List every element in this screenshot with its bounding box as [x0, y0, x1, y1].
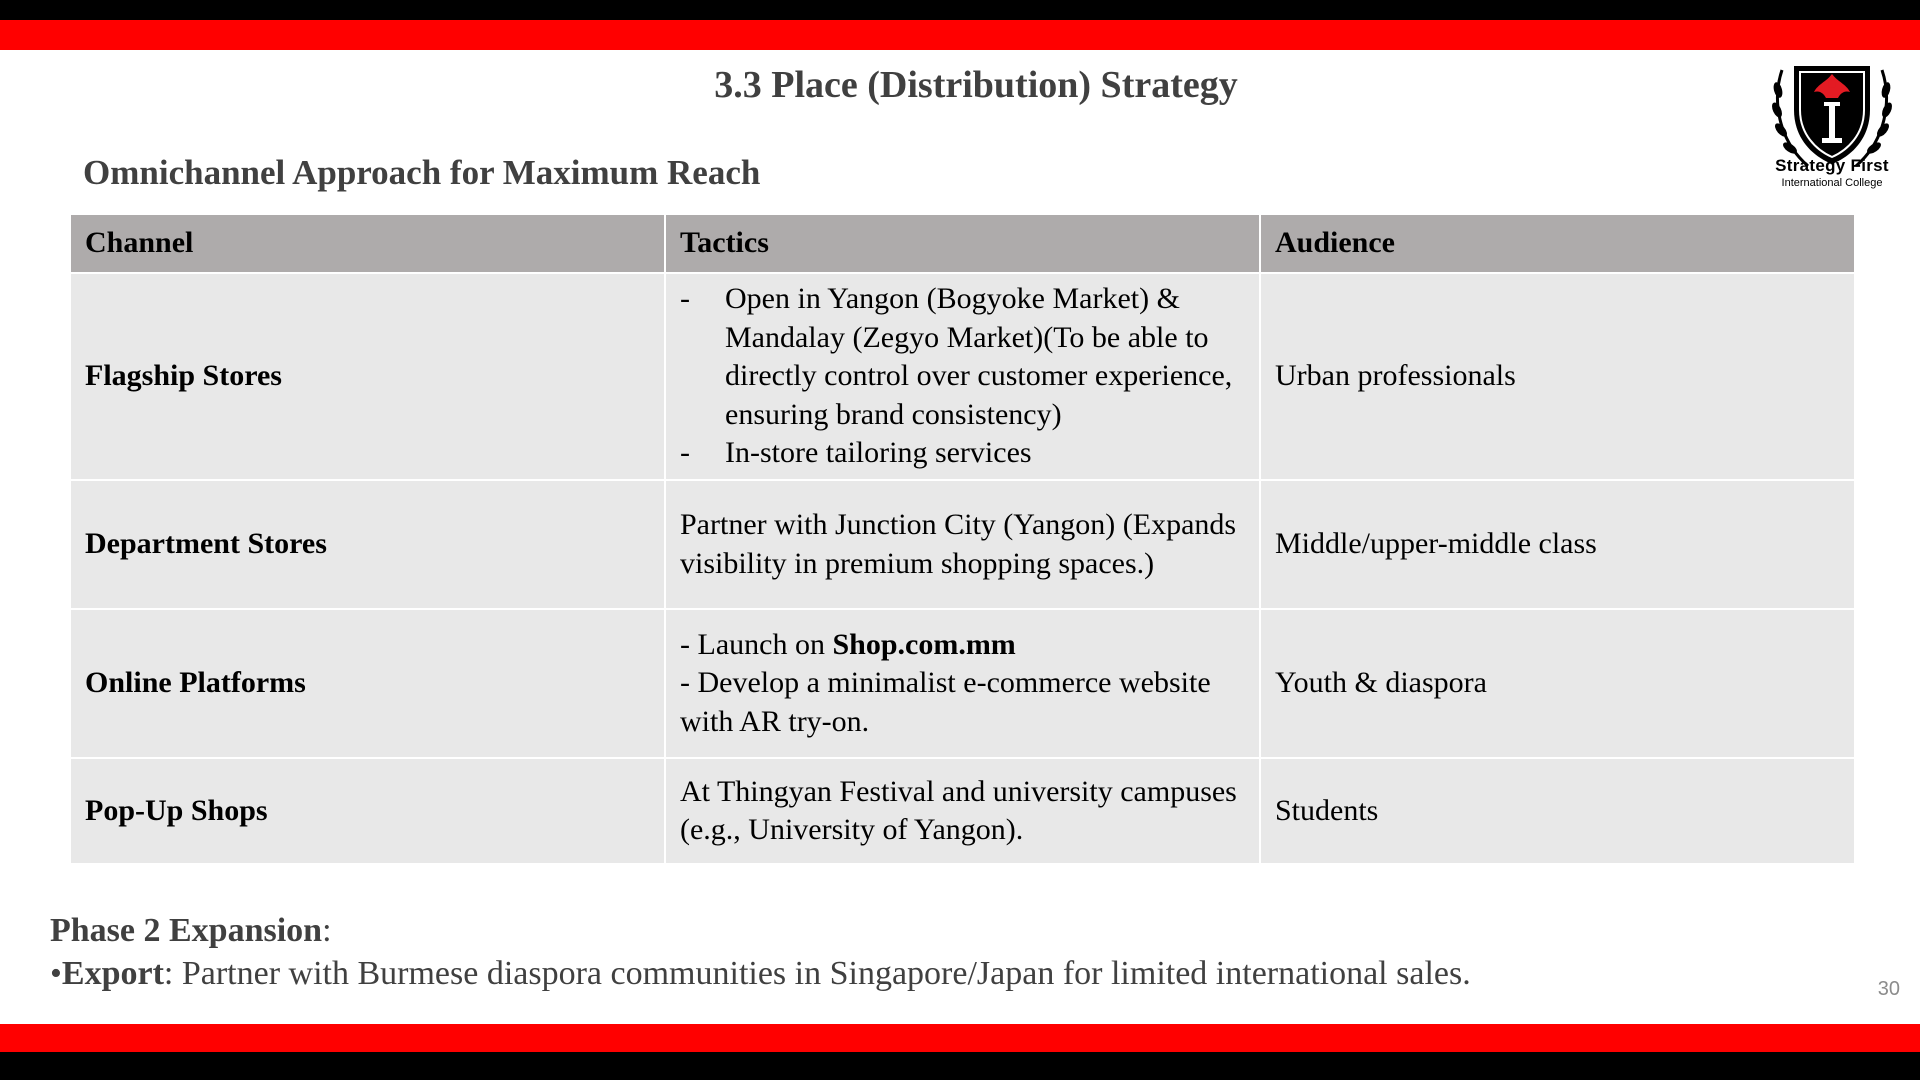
bullet: •	[50, 955, 62, 992]
tactics-cell	[665, 609, 1260, 758]
channel-cell: Pop-Up Shops	[70, 758, 665, 864]
export-label: Export	[61, 955, 164, 992]
top-red-band	[0, 20, 1920, 50]
tactic-launch-prefix: - Launch on	[680, 627, 833, 661]
tactic-item: - Open in Yangon (Bogyoke Market) & Mandalay (Zegyo Market)(To be able to directly control over customer experience, ensuring brand consistency)	[680, 280, 1245, 434]
audience-cell: Urban professionals	[1260, 273, 1855, 480]
column-header-tactics: Tactics	[665, 214, 1260, 273]
bottom-black-band	[0, 1052, 1920, 1080]
slide-title: 3.3 Place (Distribution) Strategy	[714, 64, 1238, 106]
tactics-list	[680, 280, 1245, 473]
export-text: : Partner with Burmese diaspora communities in Singapore/Japan for limited international sales.	[163, 955, 1471, 992]
export-line	[50, 952, 1471, 996]
table-row	[70, 480, 1855, 609]
page-number: 30	[1877, 978, 1900, 1000]
audience-cell: Students	[1260, 758, 1855, 864]
table-row	[70, 273, 1855, 480]
logo-name: Strategy First	[1775, 156, 1889, 175]
column-header-channel: Channel	[70, 214, 665, 273]
audience-cell: Youth & diaspora	[1260, 609, 1855, 758]
channel-cell: Department Stores	[70, 480, 665, 609]
tactic-develop-line: - Develop a minimalist e-commerce website with AR try-on.	[680, 666, 1211, 738]
distribution-table	[69, 213, 1856, 865]
shop-com-mm-label: Shop.com.mm	[832, 627, 1016, 661]
column-header-audience: Audience	[1260, 214, 1855, 273]
channel-cell: Flagship Stores	[70, 273, 665, 480]
phase2-heading-label: Phase 2 Expansion	[50, 912, 323, 949]
top-black-band	[0, 0, 1920, 20]
channel-cell: Online Platforms	[70, 609, 665, 758]
audience-cell: Middle/upper-middle class	[1260, 480, 1855, 609]
table-row	[70, 758, 1855, 864]
phase2-heading-colon: :	[322, 912, 332, 949]
tactics-cell: Partner with Junction City (Yangon) (Expands visibility in premium shopping spaces.)	[665, 480, 1260, 609]
bottom-red-band	[0, 1024, 1920, 1052]
tactics-cell	[665, 273, 1260, 480]
tactic-launch-line	[680, 626, 1245, 665]
table-header-row	[70, 214, 1855, 273]
table-row	[70, 609, 1855, 758]
slide-subtitle: Omnichannel Approach for Maximum Reach	[83, 153, 761, 192]
logo-tagline: International College	[1781, 177, 1883, 189]
tactic-item: - In-store tailoring services	[680, 434, 1245, 473]
tactics-cell: At Thingyan Festival and university campuses (e.g., University of Yangon).	[665, 758, 1260, 864]
phase2-heading	[50, 909, 332, 953]
